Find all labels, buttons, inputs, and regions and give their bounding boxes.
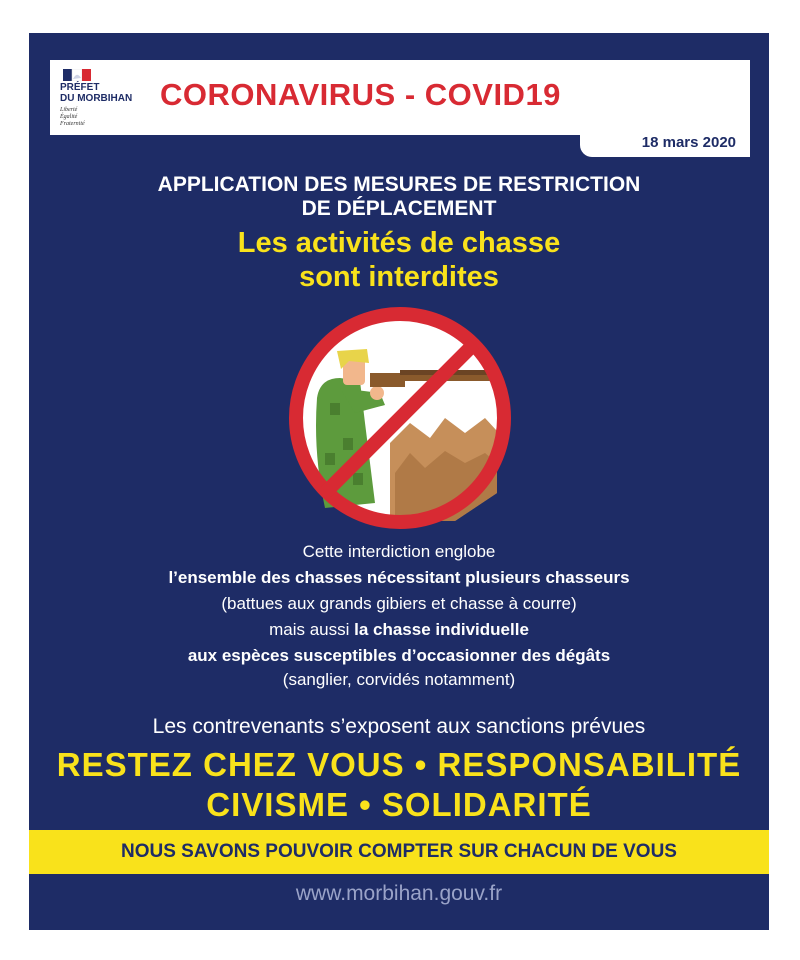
- logo-morbihan-text: DU MORBIHAN: [60, 93, 133, 104]
- banner-text: NOUS SAVONS POUVOIR COMPTER SUR CHACUN DE VOUS: [121, 841, 677, 862]
- subtitle-line1: APPLICATION DES MESURES DE RESTRICTION: [157, 173, 641, 196]
- body-line5: aux espèces susceptibles d’occasionner des dégâts: [187, 646, 611, 665]
- body-line1: Cette interdiction englobe: [302, 542, 496, 561]
- prefecture-logo: [60, 66, 150, 130]
- body-line4: [29, 618, 769, 642]
- slogan-line2: CIVISME • SOLIDARITÉ: [206, 786, 592, 823]
- motto-egalite: Égalité: [60, 114, 78, 120]
- date-label: 18 mars 2020: [641, 134, 736, 151]
- headline-line1: Les activités de chasse: [237, 227, 561, 259]
- logo-prefet-text: PRÉFET: [60, 82, 100, 93]
- page-title: CORONAVIRUS - COVID19: [160, 77, 561, 112]
- slogan-line1: RESTEZ CHEZ VOUS • RESPONSABILITÉ: [56, 746, 742, 783]
- sanction-text: Les contrevenants s’exposent aux sanctions prévues: [152, 715, 646, 738]
- body-line4-bold: la chasse individuelle: [354, 620, 529, 639]
- bottom-banner: [29, 830, 769, 874]
- motto-fraternite: Fraternité: [60, 121, 85, 127]
- no-hunting-icon: [285, 303, 515, 533]
- body-line4-prefix: mais aussi: [269, 620, 355, 639]
- body-line3: (battues aux grands gibiers et chasse à courre): [221, 594, 577, 613]
- date-tab: [580, 130, 750, 157]
- headline-line2: sont interdites: [299, 261, 499, 293]
- logo-motto: [60, 107, 85, 128]
- motto-liberte: Liberté: [60, 107, 78, 113]
- body-line6: (sanglier, corvidés notamment): [282, 670, 516, 689]
- body-line2: l’ensemble des chasses nécessitant plusieurs chasseurs: [168, 568, 630, 587]
- website-url: www.morbihan.gouv.fr: [295, 882, 503, 905]
- subtitle-line2: DE DÉPLACEMENT: [301, 197, 497, 220]
- marianne-flag-icon: [63, 69, 91, 81]
